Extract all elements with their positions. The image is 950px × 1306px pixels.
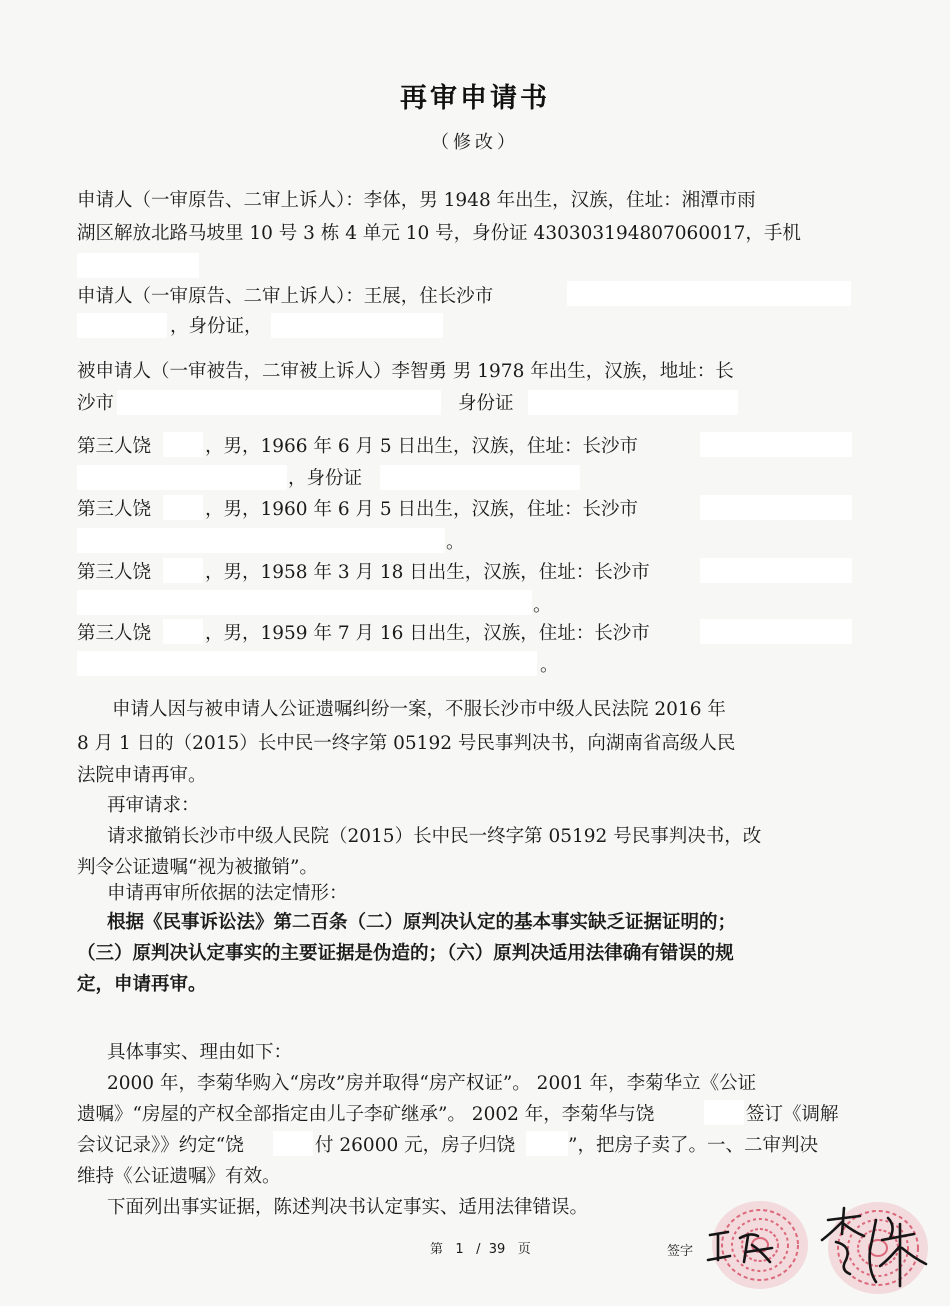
- signature-area: [700, 1190, 945, 1300]
- respondent-line2-city: 沙市: [77, 393, 115, 414]
- redaction-addr-4: [700, 619, 852, 644]
- facts-line3a: 会议记录》》约定“饶: [77, 1135, 244, 1156]
- intro-line2: 8 月 1 日的（2015）长中民一终字第 05192 号民事判决书，向湖南省高级人民: [77, 733, 736, 754]
- page-suffix: 页: [517, 1242, 531, 1257]
- redaction-name-4: [163, 619, 203, 644]
- grounds-line1: 根据《民事诉讼法》第二百条（二）原判决认定的基本事实缺乏证据证明的；: [107, 912, 737, 933]
- respondent-line1: 被申请人（一审被告，二审被上诉人）李智勇 男 1978 年出生，汉族，地址：长: [77, 361, 734, 382]
- facts-line3b: 付 26000 元，房子归饶: [315, 1135, 516, 1156]
- third-party-1-tail: ，身份证: [288, 468, 363, 489]
- redaction-id-1: [380, 465, 580, 490]
- facts-line1: 2000 年，李菊华购入“房改”房并取得“房产权证”。 2001 年，李菊华立《公证: [107, 1073, 757, 1094]
- respondent-line2-id: 身份证: [458, 393, 514, 414]
- redaction-respondent-address: [117, 390, 441, 415]
- redaction-addr-2-cont: [77, 528, 445, 553]
- redaction-respondent-id: [528, 390, 738, 415]
- third-party-2-tail: 。: [446, 532, 465, 553]
- facts-line5: 下面列出事实证据，陈述判决书认定事实、适用法律错误。: [107, 1197, 589, 1218]
- intro-line3: 法院申请再审。: [77, 765, 207, 786]
- page-total: 39: [488, 1242, 506, 1257]
- redaction-addr-1: [700, 432, 852, 457]
- redaction-address-cont: [77, 313, 167, 338]
- grounds-heading: 申请再审所依据的法定情形：: [107, 883, 348, 904]
- redaction-address: [567, 281, 851, 306]
- third-party-4-tail: 。: [540, 655, 559, 676]
- facts-line4: 维持《公证遗嘱》有效。: [77, 1166, 281, 1187]
- third-party-1-text: ，男，1966 年 6 月 5 日出生，汉族，住址：长沙市: [205, 436, 639, 457]
- page-current: 1: [455, 1242, 464, 1257]
- third-party-1-prefix: 第三人饶: [77, 436, 152, 457]
- redaction-name-5: [704, 1100, 744, 1125]
- page-number: [430, 1238, 531, 1257]
- redaction-addr-2: [700, 495, 852, 520]
- redaction-name-6: [273, 1131, 313, 1156]
- redaction-phone: [77, 253, 199, 278]
- applicant1-line1: 申请人（一审原告、二审上诉人）：李体，男 1948 年出生，汉族，住址：湘潭市雨: [77, 190, 756, 211]
- page-separator: /: [476, 1242, 481, 1257]
- facts-line3c: ”，把房子卖了。一、二审判决: [568, 1135, 818, 1156]
- signature-label: 签字: [667, 1244, 694, 1259]
- grounds-line3: 定，申请再审。: [77, 974, 207, 995]
- third-party-3-tail: 。: [533, 595, 552, 616]
- fingerprint-seal-1: [712, 1201, 808, 1289]
- applicant2-line2: ，身份证，: [170, 316, 263, 337]
- redaction-addr-3-cont: [77, 590, 532, 615]
- redaction-addr-3: [700, 558, 852, 583]
- redaction-name-2: [163, 495, 203, 520]
- third-party-4-prefix: 第三人饶: [77, 623, 152, 644]
- applicant2-line1: 申请人（一审原告、二审上诉人）：王展，住长沙市: [77, 286, 494, 307]
- page-prefix: 第: [430, 1242, 444, 1257]
- third-party-3-prefix: 第三人饶: [77, 562, 152, 583]
- applicant1-line2: 湖区解放北路马坡里 10 号 3 栋 4 单元 10 号，身份证 430303194807060017，手机: [77, 223, 801, 244]
- redaction-id: [271, 313, 443, 338]
- grounds-line2: （三）原判决认定事实的主要证据是伪造的；（六）原判决适用法律确有错误的规: [77, 943, 734, 964]
- request-line2: 判令公证遗嘱“视为被撤销”。: [77, 857, 318, 878]
- third-party-2-text: ，男，1960 年 6 月 5 日出生，汉族，住址：长沙市: [205, 499, 639, 520]
- third-party-3-text: ，男，1958 年 3 月 18 日出生，汉族，住址：长沙市: [205, 562, 650, 583]
- document-title: 再审申请书: [400, 83, 550, 114]
- redaction-name-3: [163, 558, 203, 583]
- request-line1: 请求撤销长沙市中级人民院（2015）长中民一终字第 05192 号民事判决书，改: [107, 826, 762, 847]
- facts-heading: 具体事实、理由如下：: [107, 1042, 293, 1063]
- redaction-name-1: [163, 432, 203, 457]
- facts-line2b: 签订《调解: [746, 1104, 839, 1125]
- document-subtitle: （修改）: [431, 132, 519, 153]
- third-party-4-text: ，男，1959 年 7 月 16 日出生，汉族，住址：长沙市: [205, 623, 650, 644]
- redaction-addr-1-cont: [77, 465, 287, 490]
- facts-line2a: 遗嘱》“房屋的产权全部指定由儿子李矿继承”。 2002 年，李菊华与饶: [77, 1104, 655, 1125]
- request-heading: 再审请求：: [107, 795, 200, 816]
- redaction-name-7: [526, 1131, 568, 1156]
- intro-line1: 申请人因与被申请人公证遗嘱纠纷一案，不服长沙市中级人民法院 2016 年: [112, 699, 726, 720]
- redaction-addr-4-cont: [77, 651, 537, 676]
- third-party-2-prefix: 第三人饶: [77, 499, 152, 520]
